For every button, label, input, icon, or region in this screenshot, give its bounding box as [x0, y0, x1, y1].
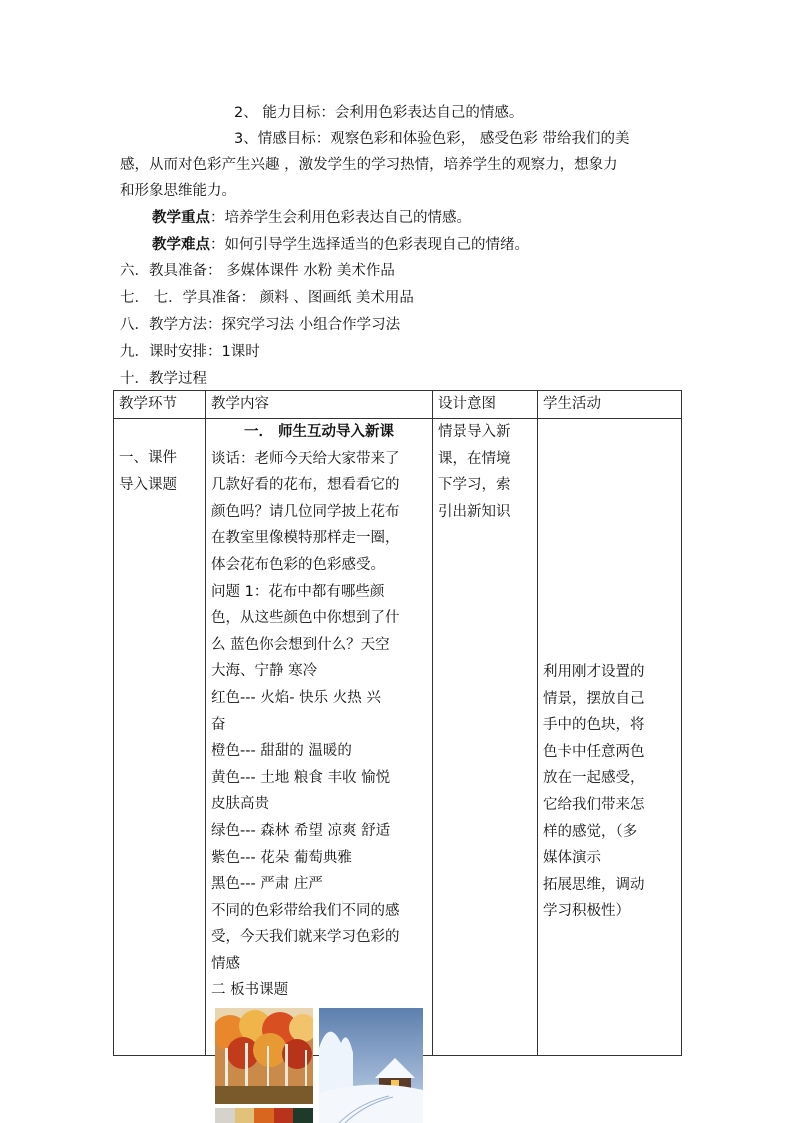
section-teaching-method: 八．教学方法：探究学习法 小组合作学习法 [120, 317, 401, 333]
intro-line-2: 3、情感目标：观察色彩和体验色彩， 感受色彩 带给我们的美 [234, 131, 630, 147]
activity-line: 拓展思维，调动 [543, 876, 645, 893]
content-line: 体会花布色彩的色彩感受。 [211, 556, 385, 573]
intro-line-4: 和形象思维能力。 [120, 183, 236, 199]
content-cell [206, 419, 433, 1056]
activity-line: 样的感觉，（多 [543, 823, 638, 840]
intent-line: 引出新知识 [438, 503, 511, 520]
illustration-images [215, 1008, 425, 1123]
content-line: 情感 [211, 955, 240, 972]
color-swatch [215, 1108, 235, 1123]
intent-line: 课，在情境 [438, 450, 511, 467]
header-stage: 教学环节 [114, 391, 206, 419]
content-line: 黄色--- 土地 粮食 丰收 愉悦 [211, 769, 391, 786]
color-swatch [254, 1108, 274, 1123]
content-title: 一． 师生互动导入新课 [243, 424, 395, 440]
stage-line: 一、课件 [119, 450, 177, 466]
table-header-row [114, 391, 682, 419]
content-line: 色，从这些颜色中你想到了什 [211, 610, 400, 627]
header-intent: 设计意图 [433, 391, 538, 419]
content-line: 紫色--- 花朵 葡萄典雅 [211, 849, 352, 866]
content-line: 在教室里像模特那样走一圈， [211, 530, 400, 547]
activity-cell [538, 419, 682, 1056]
activity-line: 放在一起感受， [543, 770, 645, 787]
difficulty-text: ：如何引导学生选择适当的色彩表现自己的情绪。 [210, 237, 529, 253]
stage-line: 导入课题 [119, 476, 177, 493]
activity-line: 媒体演示 [543, 850, 601, 867]
color-swatch [274, 1108, 294, 1123]
content-line: 谈话：老师今天给大家带来了 [211, 450, 400, 467]
header-content: 教学内容 [206, 391, 433, 419]
content-line: 大海、宁静 寒冷 [211, 663, 318, 680]
color-swatch [235, 1108, 255, 1123]
table-row [114, 419, 682, 1056]
content-line: 受，今天我们就来学习色彩的 [211, 929, 400, 946]
content-line: 二 板书课题 [211, 982, 289, 999]
content-line: 么 蓝色你会想到什么？天空 [211, 636, 390, 653]
intent-cell [433, 419, 538, 1056]
key-point-label: 教学重点 [152, 210, 210, 226]
section-teaching-process: 十．教学过程 [120, 371, 207, 387]
content-line: 奋 [211, 716, 226, 733]
content-line: 几款好看的花布，想看看它的 [211, 477, 400, 494]
stage-cell [114, 419, 206, 1056]
winter-snow-cabin-photo [319, 1008, 423, 1123]
content-line: 红色--- 火焰- 快乐 火热 兴 [211, 689, 381, 706]
intent-line: 下学习，索 [438, 477, 511, 494]
header-activity: 学生活动 [538, 391, 682, 419]
content-line: 皮肤高贵 [211, 796, 269, 813]
content-line: 不同的色彩带给我们不同的感 [211, 902, 400, 919]
content-line: 颜色吗？请几位同学披上花布 [211, 503, 400, 520]
section-student-materials: 七． 七．学具准备： 颜料 、图画纸 美术用品 [120, 290, 414, 306]
content-line: 橙色--- 甜甜的 温暖的 [211, 743, 352, 760]
key-point [152, 205, 471, 231]
section-teaching-aids: 六．教具准备： 多媒体课件 水粉 美术作品 [120, 263, 395, 279]
activity-line: 利用刚才设置的 [543, 664, 645, 680]
intent-line: 情景导入新 [438, 424, 511, 440]
activity-line: 它给我们带来怎 [543, 796, 645, 813]
activity-line: 手中的色块，将 [543, 717, 645, 734]
autumn-forest-painting [215, 1008, 313, 1104]
key-point-text: ：培养学生会利用色彩表达自己的情感。 [210, 210, 471, 226]
activity-line: 情景，摆放自己 [543, 690, 645, 707]
section-class-hours: 九．课时安排：1课时 [120, 344, 260, 360]
intro-line-3: 感，从而对色彩产生兴趣 ，激发学生的学习热情，培养学生的观察力，想象力 [120, 157, 618, 173]
activity-line: 学习积极性） [543, 903, 630, 920]
content-line: 绿色--- 森林 希望 凉爽 舒适 [211, 822, 391, 839]
activity-line: 色卡中任意两色 [543, 743, 645, 760]
content-line: 问题 1：花布中都有哪些颜 [211, 583, 385, 600]
lesson-table [113, 390, 682, 1056]
color-swatch-strip [215, 1108, 313, 1123]
color-swatch [293, 1108, 313, 1123]
difficulty-label: 教学难点 [152, 237, 210, 253]
content-line: 黑色--- 严肃 庄严 [211, 876, 323, 893]
difficulty [152, 232, 529, 258]
intro-line-1: 2、 能力目标：会利用色彩表达自己的情感。 [234, 105, 524, 121]
